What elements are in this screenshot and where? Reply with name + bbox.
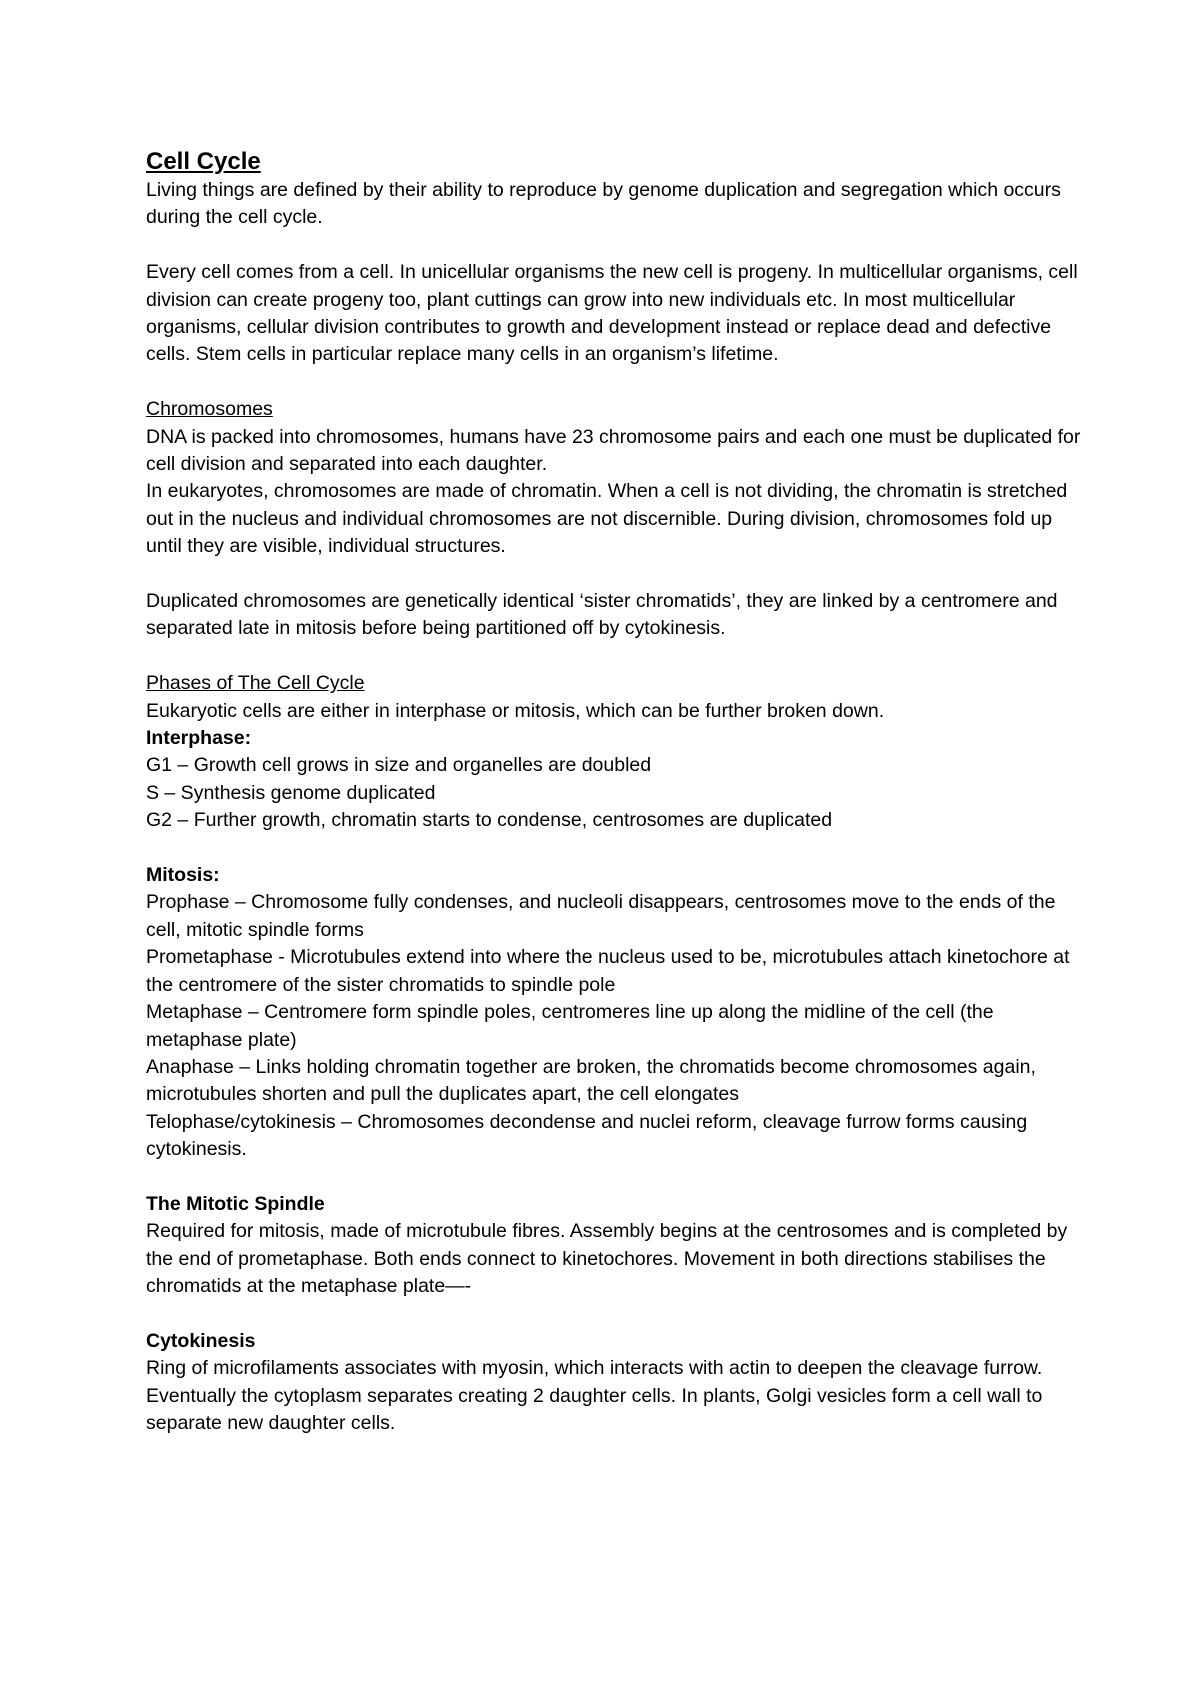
document-page <box>146 147 1086 1438</box>
chromosomes-heading: Chromosomes <box>146 398 273 421</box>
spacer <box>146 232 1086 259</box>
every-cell-paragraph: Every cell comes from a cell. In unicellular organisms the new cell is progeny. In multicellular organisms, cell division can create progeny too, plant cuttings can grow into new individuals etc. In most multicellular organisms, cellular division contributes to growth and development instead or replace dead and defective cells. Stem cells in particular replace many cells in an organism’s lifetime. <box>146 261 1078 366</box>
telophase-line: Telophase/cytokinesis – Chromosomes decondense and nuclei reform, cleavage furrow forms causing cytokinesis. <box>146 1110 1028 1161</box>
cytokinesis-heading: Cytokinesis <box>146 1329 256 1352</box>
page-title: Cell Cycle <box>146 148 261 175</box>
chromosomes-paragraph-2: In eukaryotes, chromosomes are made of chromatin. When a cell is not dividing, the chromatin is stretched out in the nucleus and individual chromosomes are not discernible. During division, chromosomes fold up until they are visible, individual structures. <box>146 480 1068 558</box>
spindle-heading: The Mitotic Spindle <box>146 1192 325 1215</box>
phases-intro: Eukaryotic cells are either in interphase or mitosis, which can be further broken down. <box>146 699 885 722</box>
spacer <box>146 561 1086 588</box>
s-line: S – Synthesis genome duplicated <box>146 781 436 804</box>
mitosis-heading: Mitosis: <box>146 864 220 887</box>
spacer <box>146 1301 1086 1328</box>
spindle-paragraph: Required for mitosis, made of microtubule fibres. Assembly begins at the centrosomes and is completed by the end of prometaphase. Both ends connect to kinetochores. Movement in both directions stabilises the chromatids at the metaphase plate—- <box>146 1220 1068 1298</box>
prometaphase-line: Prometaphase - Microtubules extend into where the nucleus used to be, microtubules attach kinetochore at the centromere of the sister chromatids to spindle pole <box>146 946 1070 996</box>
prophase-line: Prophase – Chromosome fully condenses, and nucleoli disappears, centrosomes move to the ends of the cell, mitotic spindle forms <box>146 891 1056 941</box>
g2-line: G2 – Further growth, chromatin starts to condense, centrosomes are duplicated <box>146 809 833 832</box>
spacer <box>146 369 1086 396</box>
metaphase-line: Metaphase – Centromere form spindle poles, centromeres line up along the midline of the cell (the metaphase plate) <box>146 1001 994 1051</box>
chromosomes-paragraph-3: Duplicated chromosomes are genetically identical ‘sister chromatids’, they are linked by a centromere and separated late in mitosis before being partitioned off by cytokinesis. <box>146 590 1058 640</box>
spacer <box>146 835 1086 862</box>
spacer <box>146 1164 1086 1191</box>
cytokinesis-paragraph: Ring of microfilaments associates with myosin, which interacts with actin to deepen the cleavage furrow. Eventually the cytoplasm separates creating 2 daughter cells. In plants, Golgi vesicles form a cell wall to separate new daughter cells. <box>146 1357 1043 1435</box>
g1-line: G1 – Growth cell grows in size and organelles are doubled <box>146 754 652 777</box>
anaphase-line: Anaphase – Links holding chromatin together are broken, the chromatids become chromosomes again, microtubules shorten and pull the duplicates apart, the cell elongates <box>146 1055 1036 1106</box>
intro-paragraph: Living things are defined by their ability to reproduce by genome duplication and segregation which occurs during the cell cycle. <box>146 179 1061 229</box>
chromosomes-paragraph-1: DNA is packed into chromosomes, humans have 23 chromosome pairs and each one must be duplicated for cell division and separated into each daughter. <box>146 425 1081 476</box>
phases-heading: Phases of The Cell Cycle <box>146 672 365 695</box>
spacer <box>146 643 1086 670</box>
interphase-heading: Interphase: <box>146 727 252 750</box>
